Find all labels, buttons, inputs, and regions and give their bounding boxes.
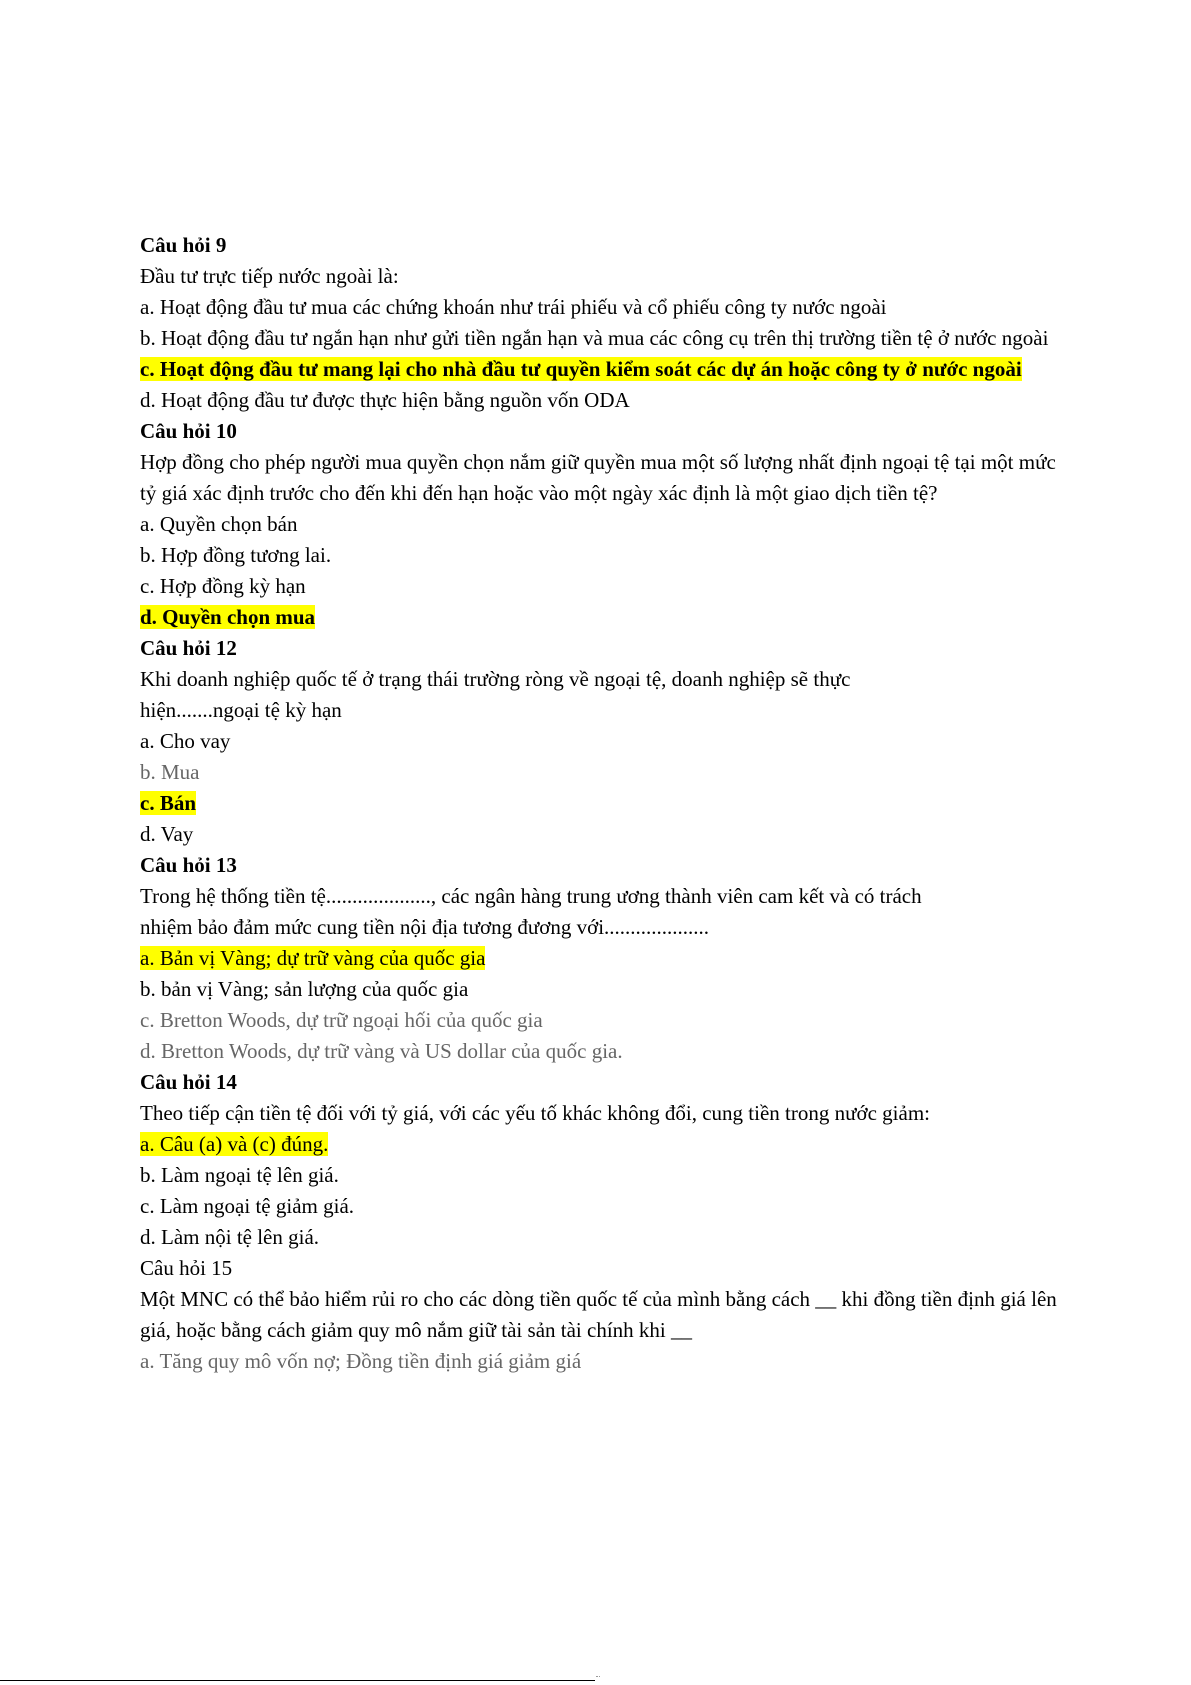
answer-option-c-highlighted: c. Bán (140, 791, 197, 815)
question-9 (140, 230, 1060, 416)
question-title: Câu hỏi 12 (140, 636, 237, 660)
question-prompt-line-1: Khi doanh nghiệp quốc tế ở trạng thái trường ròng về ngoại tệ, doanh nghiệp sẽ thực (140, 667, 851, 691)
footer-divider-dots (596, 1676, 600, 1678)
question-prompt-line-1: Trong hệ thống tiền tệ...................., các ngân hàng trung ương thành viên cam kết và có trách (140, 884, 922, 908)
answer-option-b: b. bản vị Vàng; sản lượng của quốc gia (140, 977, 469, 1001)
answer-option-a-highlighted: a. Bản vị Vàng; dự trữ vàng của quốc gia (140, 946, 486, 970)
question-title: Câu hỏi 13 (140, 853, 237, 877)
question-15 (140, 1253, 1060, 1377)
question-prompt-line-2: nhiệm bảo đảm mức cung tiền nội địa tương đương với.................... (140, 915, 710, 939)
answer-option-c: c. Bretton Woods, dự trữ ngoại hối của quốc gia (140, 1008, 543, 1032)
question-prompt: Theo tiếp cận tiền tệ đối với tỷ giá, với các yếu tố khác không đổi, cung tiền trong nước giảm: (140, 1101, 930, 1125)
answer-option-c-highlighted: c. Hoạt động đầu tư mang lại cho nhà đầu tư quyền kiểm soát các dự án hoặc công ty ở nước ngoài (140, 357, 1022, 381)
question-title: Câu hỏi 15 (140, 1256, 233, 1280)
answer-option-a-highlighted: a. Câu (a) và (c) đúng. (140, 1132, 329, 1156)
footer-divider (0, 1680, 595, 1681)
answer-option-d: d. Bretton Woods, dự trữ vàng và US dollar của quốc gia. (140, 1039, 623, 1063)
answer-option-b: b. Hợp đồng tương lai. (140, 543, 332, 567)
answer-option-b: b. Làm ngoại tệ lên giá. (140, 1163, 339, 1187)
answer-option-a: a. Tăng quy mô vốn nợ; Đồng tiền định giá giảm giá (140, 1349, 582, 1373)
question-title: Câu hỏi 14 (140, 1070, 237, 1094)
question-title: Câu hỏi 10 (140, 419, 237, 443)
answer-option-b: b. Hoạt động đầu tư ngắn hạn như gửi tiền ngắn hạn và mua các công cụ trên thị trường tiền tệ ở nước ngoài (140, 326, 1049, 350)
question-prompt-line-2: hiện.......ngoại tệ kỳ hạn (140, 698, 342, 722)
answer-option-c: c. Làm ngoại tệ giảm giá. (140, 1194, 355, 1218)
question-14 (140, 1067, 1060, 1253)
answer-option-a: a. Cho vay (140, 729, 231, 753)
answer-option-a: a. Quyền chọn bán (140, 512, 298, 536)
question-prompt: Đầu tư trực tiếp nước ngoài là: (140, 264, 399, 288)
answer-option-b: b. Mua (140, 760, 200, 784)
question-title: Câu hỏi 9 (140, 233, 227, 257)
question-10 (140, 416, 1060, 633)
answer-option-d: d. Hoạt động đầu tư được thực hiện bằng nguồn vốn ODA (140, 388, 630, 412)
answer-option-d: d. Làm nội tệ lên giá. (140, 1225, 320, 1249)
answer-option-d: d. Vay (140, 822, 194, 846)
question-prompt: Hợp đồng cho phép người mua quyền chọn nắm giữ quyền mua một số lượng nhất định ngoại tệ tại một mức tỷ giá xác định trước cho đến khi đến hạn hoặc vào một ngày xác định là một giao dịch tiền tệ? (140, 450, 1056, 505)
answer-option-c: c. Hợp đồng kỳ hạn (140, 574, 306, 598)
question-13 (140, 850, 1060, 1067)
document-page (140, 230, 1060, 1377)
answer-option-d-highlighted: d. Quyền chọn mua (140, 605, 316, 629)
answer-option-a: a. Hoạt động đầu tư mua các chứng khoán như trái phiếu và cổ phiếu công ty nước ngoài (140, 295, 887, 319)
question-12 (140, 633, 1060, 850)
question-prompt: Một MNC có thể bảo hiểm rủi ro cho các dòng tiền quốc tế của mình bằng cách __ khi đồng tiền định giá lên giá, hoặc bằng cách giảm quy mô nắm giữ tài sản tài chính khi __ (140, 1287, 1057, 1342)
